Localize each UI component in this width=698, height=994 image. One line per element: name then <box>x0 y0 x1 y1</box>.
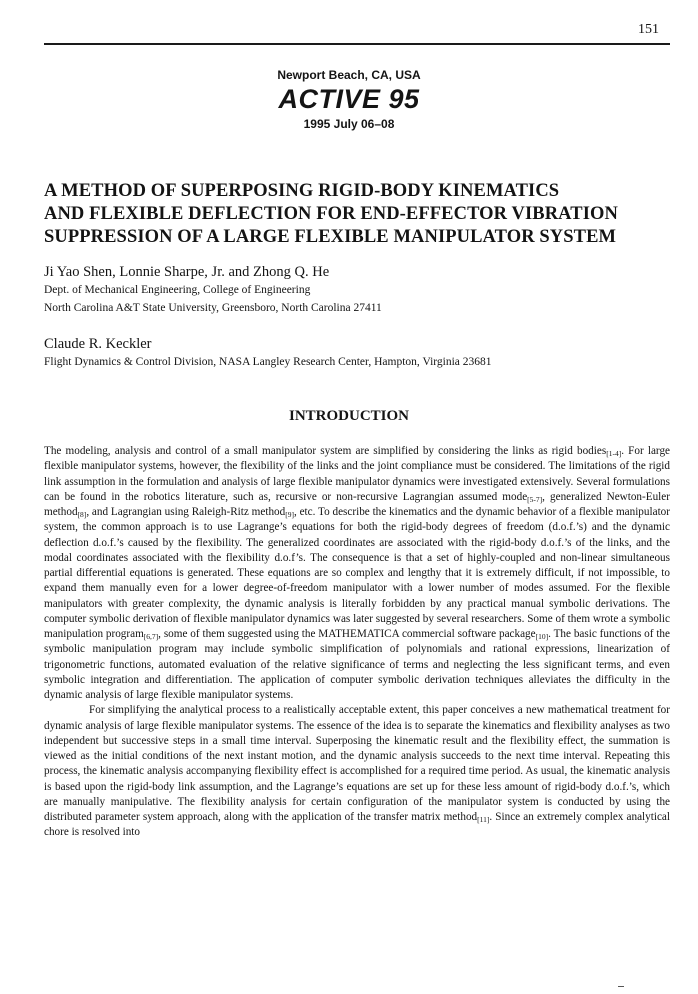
section-heading: INTRODUCTION <box>288 408 409 424</box>
affiliation-department: Dept. of Mechanical Engineering, College of Engineering <box>44 284 311 296</box>
text-run: The modeling, analysis and control of a small manipulator system are simplified by considering the links as rigid bodies <box>44 445 607 457</box>
author-second-group: Claude R. Keckler <box>44 336 152 352</box>
title-line: A METHOD OF SUPERPOSING RIGID-BODY KINEMATICS <box>44 181 560 201</box>
text-run: , etc. To describe the kinematics and the dynamic behavior of a flexible manipulator system, the common approach is to use Lagrange’s equations for both the rigid-body degrees of freedom (d.o.f.’s) and the dynamic deflection d.o.f.’s caused by the flexibility. The generalized coordinates are associated with the rigid-body d.o.f.’s of the links, and the modal coordinates associated with the flexibility d.o.f’s. The consequence is that a set of highly-coupled and non-linear simultaneous partial differential equations is generated. These equations are so complex and lengthy that it is extremely difficult, if not impossible, to expand them manually even for a lower degree-of-freedom manipulator with a lower number of modes assumed. For the flexible manipulators with greater complexity, the dynamic analysis is literally forbidden by any practical manual symbolic derivations. The computer symbolic derivation of flexible manipulator dynamics was later suggested by several researchers. Some of them wrote a symbolic manipulation program <box>44 506 670 640</box>
title-line: AND FLEXIBLE DEFLECTION FOR END-EFFECTOR VIBRATION <box>44 204 618 224</box>
affiliation-nasa: Flight Dynamics & Control Division, NASA Langley Research Center, Hampton, Virginia 23681 <box>44 356 492 368</box>
paragraph <box>44 444 670 703</box>
citation: [10] <box>535 632 549 641</box>
conference-dates: 1995 July 06–08 <box>303 117 395 131</box>
footer-mark <box>618 986 624 987</box>
authors: Ji Yao Shen, Lonnie Sharpe, Jr. and Zhong Q. He <box>44 264 330 280</box>
text-run: . The basic functions of the symbolic manipulation program may include symbolic simplification of polynomials and rational expressions, linearization of trigonometric functions, automated evaluation of the relative significance of terms and neglecting the less significant terms, and even symbolic integration and differentiation. The application of computer symbolic derivation techniques alleviates the difficulty in the dynamic analysis of large flexible manipulator systems. <box>44 628 670 701</box>
citation: [9] <box>285 510 294 519</box>
paragraph <box>44 703 670 840</box>
citation: [1-4] <box>606 449 622 458</box>
text-run: , generalized Newton-Euler method <box>44 490 670 518</box>
text-run: For simplifying the analytical process to a realistically acceptable extent, this paper conceives a new mathematical treatment for dynamic analysis of large flexible manipulator systems. The essence of the idea is to separate the kinematics and flexibility analyses as two independent but successive steps in a small time interval. Superposing the kinematic result and the flexibility effect, the summation is viewed as the initial conditions of the next instant motion, and the dynamic analysis succeeds to the next time interval. Repeating this process, the kinematic analysis accompanying flexibility effect is accomplished for a required time period. As usual, the kinematic analysis is based upon the rigid-body link assumption, and the Lagrange’s equations are set up for these less amount of rigid-body d.o.f.’s, which are manually manipulative. The flexibility analysis for certain configuration of the manipulator system is conducted by using the distributed parameter system approach, along with the application of the transfer matrix method <box>44 704 670 823</box>
conference-name: ACTIVE 95 <box>278 84 420 114</box>
text-run: . Since an extremely complex analytical chore is resolved into <box>44 811 670 839</box>
affiliation-university: North Carolina A&T State University, Greensboro, North Carolina 27411 <box>44 302 382 314</box>
conference-location: Newport Beach, CA, USA <box>277 68 421 82</box>
text-run: . For large flexible manipulator systems, however, the flexibility of the links and the joint compliance must be considered. The limitations of the rigid link assumption in the formulation and analysis of large flexible manipulator dynamics were investigated extensively. Several formulations can be found in the robotics literature, such as, recursive or non-recursive Lagrangian assumed mode <box>44 445 670 503</box>
text-run: , some of them suggested using the MATHEMATICA commercial software package <box>158 628 536 640</box>
citation: [6,7] <box>143 632 159 641</box>
page-number: 151 <box>638 22 659 37</box>
citation: [11] <box>477 815 490 824</box>
body-text <box>44 444 670 841</box>
text-run: , and Lagrangian using Raleigh-Ritz method <box>86 506 286 518</box>
citation: [5-7] <box>527 494 543 504</box>
paper-title <box>44 180 670 249</box>
title-line: SUPPRESSION OF A LARGE FLEXIBLE MANIPULATOR SYSTEM <box>44 227 617 247</box>
citation: [8] <box>77 510 87 519</box>
header-rule <box>44 43 670 45</box>
